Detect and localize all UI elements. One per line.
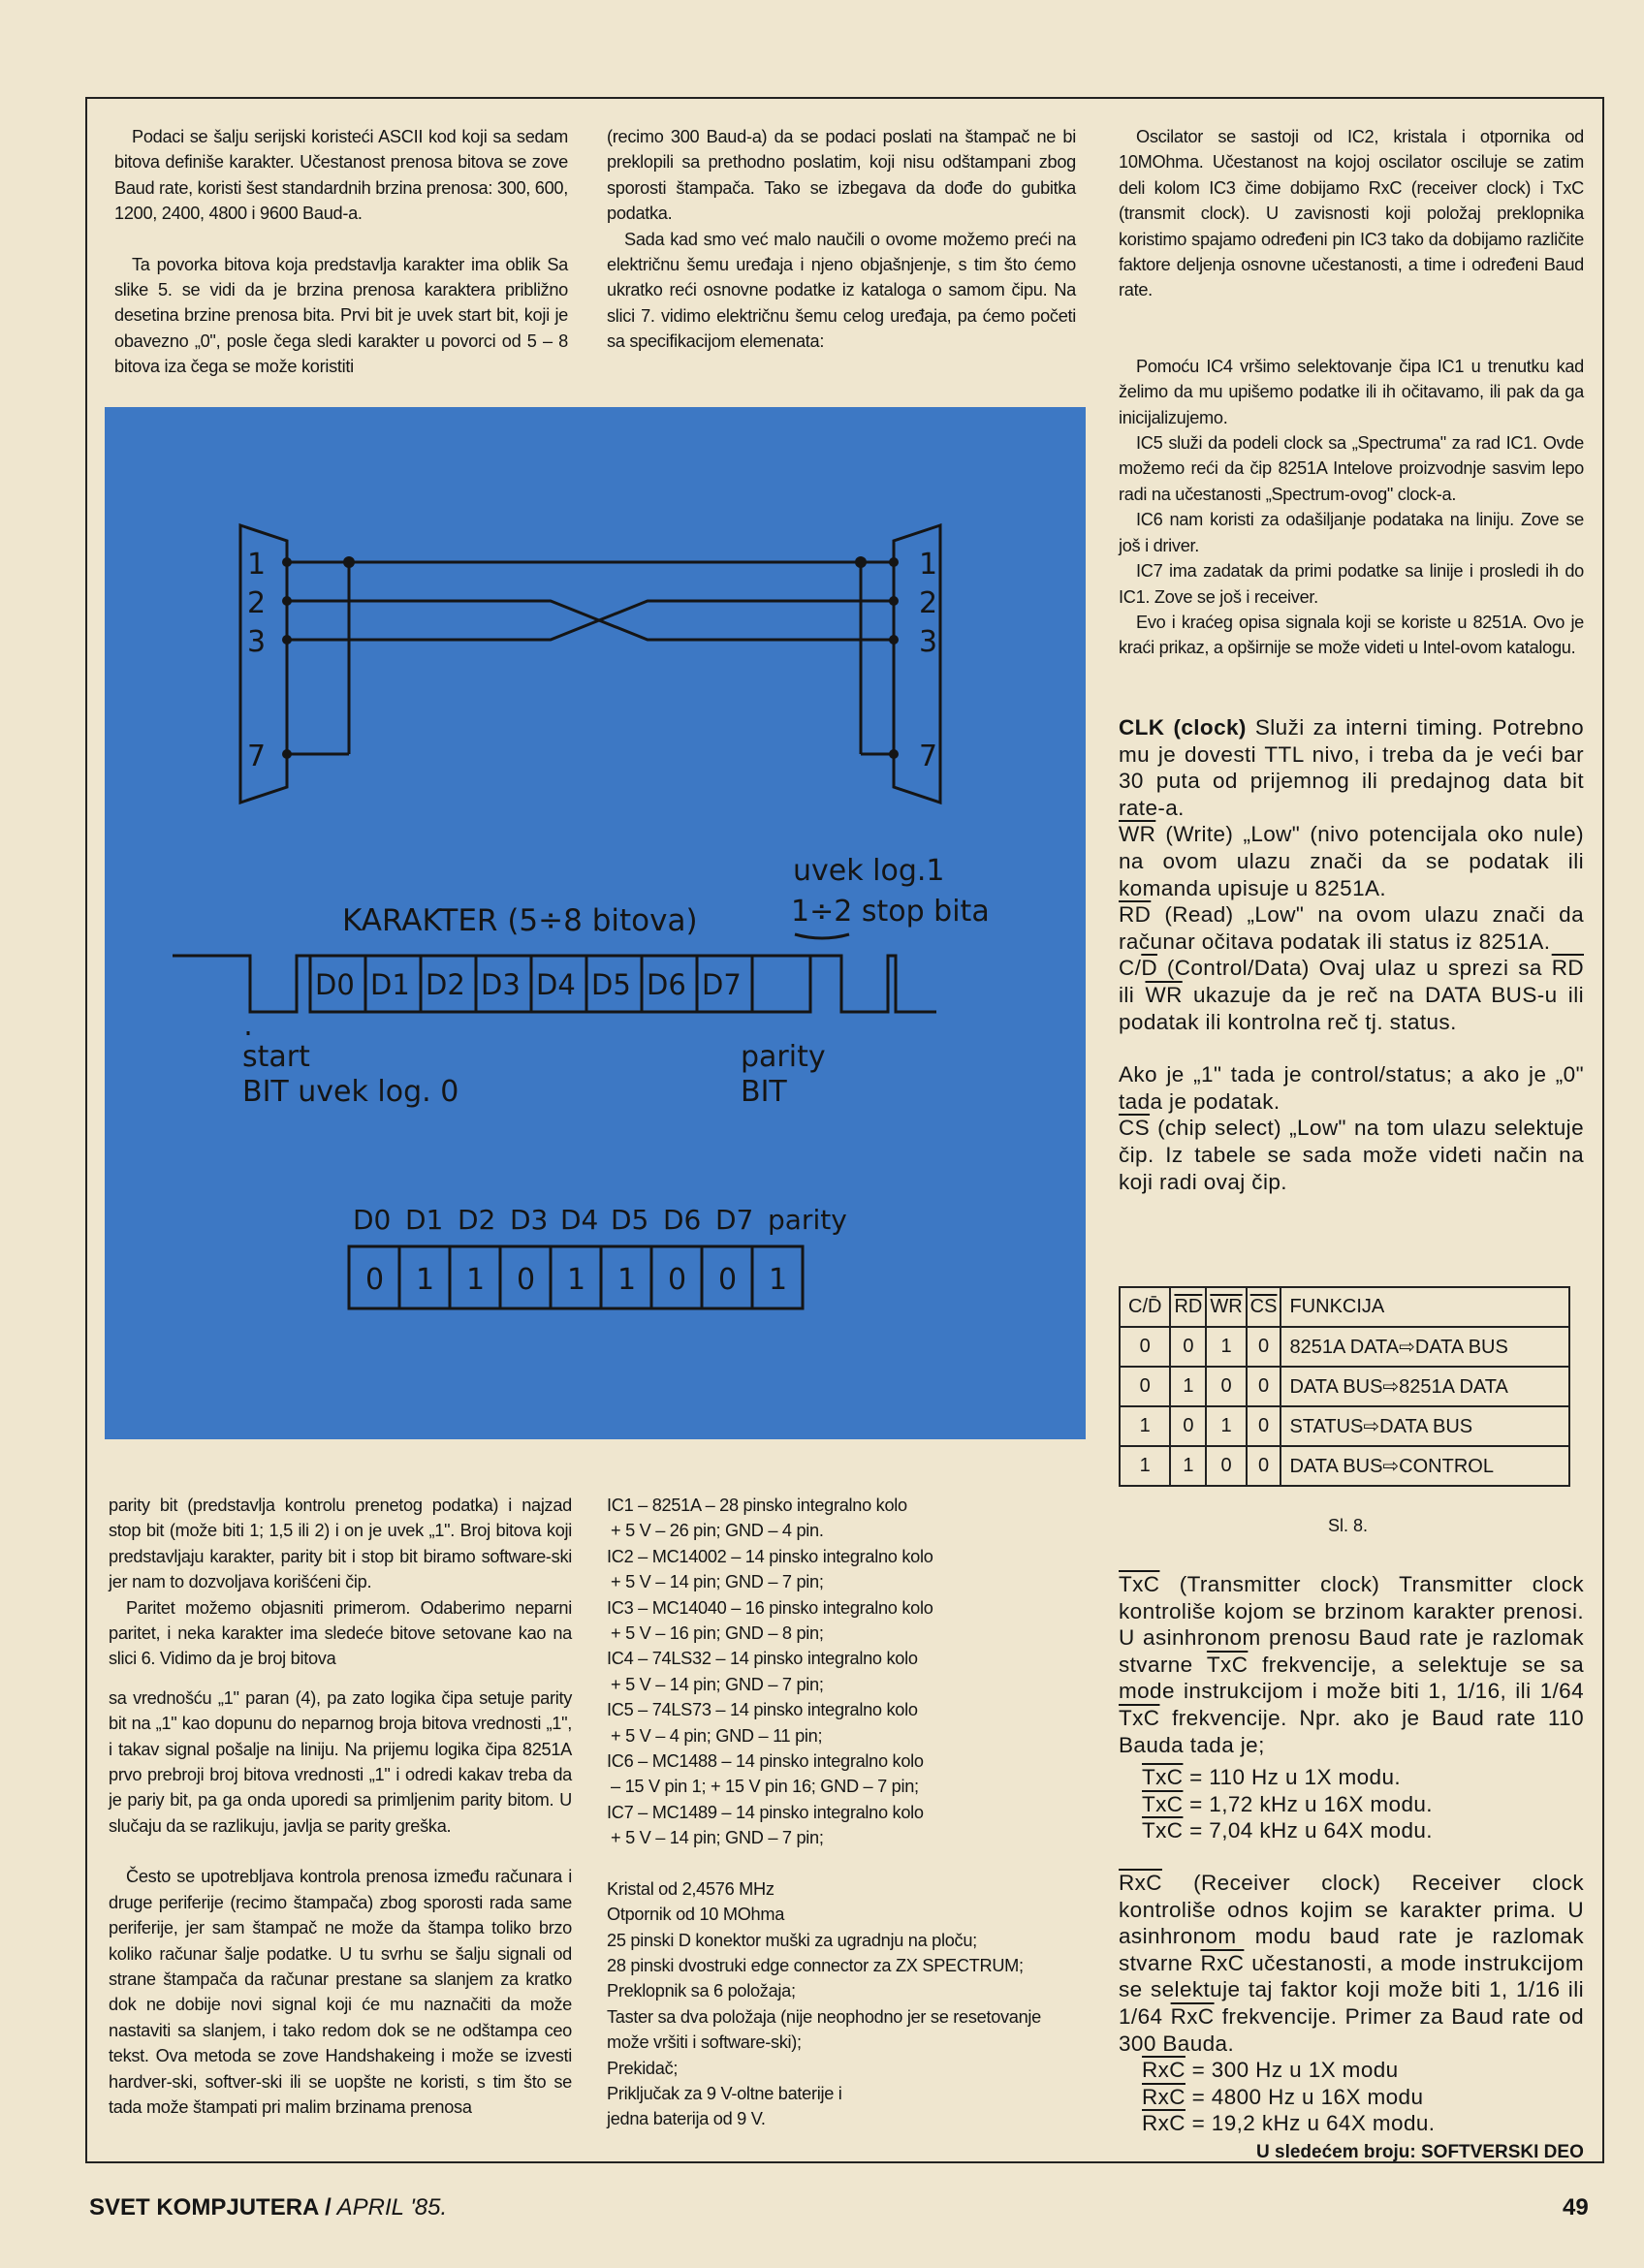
pin-label-right: 7 xyxy=(919,740,938,773)
clock-descriptions xyxy=(1119,1571,1584,2137)
paragraph: Ta povorka bitova koja predstavlja karakter ima oblik Sa slike 5. se vidi da je brzina prenosa karaktera približno desetina brzine prenosa bita. Prvi bit je uvek start bit, koji je obavezno „0", posle čega sledi karakter u povorci od 5 – 8 bitova iza čega se može koristiti xyxy=(114,254,568,377)
column-1-top xyxy=(114,124,568,380)
karakter-label: KARAKTER (5÷8 bitova) xyxy=(342,903,698,938)
column-2-top xyxy=(607,124,1076,355)
value-header-label: D2 xyxy=(458,1204,496,1236)
value-header-label: D5 xyxy=(611,1204,649,1236)
component-line: IC1 – 8251A – 28 pinsko integralno kolo xyxy=(607,1496,907,1515)
part-line: 25 pinski D konektor muški za ugradnju na ploču; xyxy=(607,1930,977,1950)
component-line: – 15 V pin 1; + 15 V pin 16; GND – 7 pin; xyxy=(611,1777,919,1797)
cs-symbol: $\overline{CS}$ xyxy=(1119,1116,1151,1141)
component-line: IC3 – MC14040 – 16 pinsko integralno kolo xyxy=(607,1597,933,1618)
bit-label: D6 xyxy=(647,968,686,1001)
table-caption: Sl. 8. xyxy=(1328,1516,1369,1535)
pin-dot xyxy=(282,557,292,567)
part-line: Kristal od 2,4576 MHz xyxy=(607,1878,775,1899)
bit-label: D7 xyxy=(702,968,742,1001)
value-header xyxy=(353,1204,847,1236)
wire-pin3 xyxy=(287,601,894,640)
value-header-label: D6 xyxy=(663,1204,702,1236)
value-boxes xyxy=(349,1246,803,1308)
paragraph: IC7 ima zadatak da primi podatke sa linije i prosledi ih do IC1. Zove se još i receiver. xyxy=(1119,561,1584,607)
part-line: Otpornik od 10 MOhma xyxy=(607,1905,785,1925)
bit-label: D1 xyxy=(370,968,410,1001)
txc-equation: $\overline{TxC} = 1,72$ kHz u 16X modu. xyxy=(1142,1791,1433,1816)
paragraph: IC5 služi da podeli clock sa „Spectruma" za rad IC1. Ovde možemo reći da čip 8251A Intelove proizvodnje sasvim lepo radi na učestanosti „Spectrum-ovog" clock-a. xyxy=(1119,433,1584,504)
pin-dot xyxy=(282,596,292,606)
paragraph: Paritet možemo objasniti primerom. Odaberimo neparni paritet, i neka karakter ima sledeće bitove setovane kao na slici 6. Vidimo da je broj bitova xyxy=(109,1597,572,1669)
pin-label-left: 3 xyxy=(247,625,267,659)
value-digit: 1 xyxy=(466,1263,486,1297)
table-row: 1 0 1 0 STATUS⇨DATA BUS xyxy=(1120,1406,1569,1446)
part-line: Priključak za 9 V-oltne baterije i xyxy=(607,2083,842,2103)
table-row: 0 1 0 0 DATA BUS⇨8251A DATA xyxy=(1120,1367,1569,1406)
pin-label-left: 7 xyxy=(247,740,267,773)
paragraph: sa vrednošću „1" paran (4), pa zato logika čipa setuje parity bit na „1" kao dopunu do neparnog broja bitova vrednosti „1", i takav signal pošalje na liniju. Na prijemu logika čipa 8251A prvo prebroji broj bitova vrednosti „1" i odredi kakav treba da je pariy bit, pa ga onda uporedi sa primljenim parity bitom. U slučaju da se razlikuju, javlja se parity greška. xyxy=(109,1687,572,1836)
bit-label: D0 xyxy=(315,968,355,1001)
pin-label-left: 1 xyxy=(247,548,267,582)
component-line: + 5 V – 14 pin; GND – 7 pin; xyxy=(611,1572,824,1592)
paragraph: (recimo 300 Baud-a) da se podaci poslati na štampač ne bi preklopili sa prethodno poslatim, koji nisu odštampani zbog sporosti štampača. Tako se izbegava da dođe do gubitka podatka. xyxy=(607,127,1076,224)
table-row: 0 0 1 0 8251A DATA⇨DATA BUS xyxy=(1120,1327,1569,1367)
part-line: 28 pinski dvostruki edge connector za ZX SPECTRUM; xyxy=(607,1955,1024,1975)
page-number: 49 xyxy=(1563,2194,1589,2221)
header-rd: $\overline{RD}$ xyxy=(1170,1287,1206,1327)
pin-dot xyxy=(889,596,899,606)
ako-paragraph: Ako je „1" tada je control/status; a ako je „0" tada je podatak. xyxy=(1119,1062,1584,1114)
paragraph: IC6 nam koristi za odašiljanje podataka na liniju. Zove se još i driver. xyxy=(1119,510,1584,555)
value-header-label: parity xyxy=(768,1204,847,1236)
bit-frame xyxy=(310,956,810,1012)
signal-descriptions xyxy=(1119,714,1584,1195)
value-digit: 1 xyxy=(416,1263,435,1297)
component-line: IC6 – MC1488 – 14 pinsko integralno kolo xyxy=(607,1751,924,1772)
column-2-bottom xyxy=(607,1493,1078,2132)
bit-label: D2 xyxy=(426,968,465,1001)
txc-equation: $\overline{TxC} = 110$ Hz u 1X modu. xyxy=(1142,1765,1402,1790)
diagram-svg xyxy=(105,407,1086,1439)
component-line: + 5 V – 14 pin; GND – 7 pin; xyxy=(611,1674,824,1694)
column-3-top xyxy=(1119,124,1584,661)
rxc-equation: $\overline{RxC} = 300$ Hz u 1X modu xyxy=(1142,2058,1399,2083)
pin-dot xyxy=(889,749,899,759)
value-header-label: D4 xyxy=(560,1204,599,1236)
rxc-equation: $\overline{RxC} = 19,2$ kHz u 64X modu. xyxy=(1142,2111,1436,2136)
txc-equation: $\overline{TxC} = 7,04$ kHz u 64X modu. xyxy=(1142,1818,1433,1843)
table-row: 1 1 0 0 DATA BUS⇨CONTROL xyxy=(1120,1446,1569,1486)
part-line: Taster sa dva položaja (nije neophodno jer se resetovanje može vršiti i software-ski); xyxy=(607,2006,1041,2053)
header-cs: $\overline{CS}$ xyxy=(1247,1287,1281,1327)
wr-symbol: $\overline{WR}$ xyxy=(1119,822,1156,847)
pin-dot xyxy=(282,635,292,645)
part-line: Preklopnik sa 6 položaja; xyxy=(607,1981,796,2001)
component-line: IC2 – MC14002 – 14 pinsko integralno kolo xyxy=(607,1546,933,1566)
next-issue-note: U sledećem broju: SOFTVERSKI DEO xyxy=(1256,2142,1584,2162)
parity-cell xyxy=(752,956,810,1012)
header-funkcija: FUNKCIJA xyxy=(1280,1287,1569,1327)
bit-label: D4 xyxy=(536,968,576,1001)
function-table xyxy=(1119,1286,1570,1487)
paragraph: Pomoću IC4 vršimo selektovanje čipa IC1 u trenutku kad želimo da mu upišemo podatke ili ih očitavamo, ili pak da ga inicijalizujemo. xyxy=(1119,356,1584,427)
stop-label: 1÷2 stop bita xyxy=(791,895,990,929)
component-line: + 5 V – 14 pin; GND – 7 pin; xyxy=(611,1828,824,1848)
parity-bit-label: BIT xyxy=(741,1075,787,1109)
pin-dot xyxy=(282,749,292,759)
paragraph: Evo i kraćeg opisa signala koji se koriste u 8251A. Ovo je kraći prikaz, a opširnije se može videti u Intel-ovom katalogu. xyxy=(1119,612,1584,658)
pin-dot xyxy=(889,557,899,567)
pin-label-right: 2 xyxy=(919,586,938,620)
pin-dot xyxy=(889,635,899,645)
value-digit: 0 xyxy=(668,1263,687,1297)
paragraph: Često se upotrebljava kontrola prenosa između računara i druge periferije (recimo štampača) zbog sporosti rada same periferije, jer sam štampač ne može da štampa toliko brzo koliko računar šalje podatke. U tu svrhu se šalju signali od strane štampača da računar prestane sa slanjem za kratko dok ne dobije novi signal koji će mu naznačiti da može nastaviti sa slanjem, i tako redom dok se ne odštampa ceo tekst. Ova metoda se zove Handshakeing i može se izvesti hardver-ski, softver-ski ili se uopšte ne koristi, s tim što se tada može štampati pri malim brzinama prenosa xyxy=(109,1867,572,2117)
start-bit-label: BIT uvek log. 0 xyxy=(242,1075,459,1109)
junction-dot xyxy=(343,556,355,568)
column-1-bottom xyxy=(109,1493,572,2120)
paragraph: parity bit (predstavlja kontrolu prenetog podatka) i najzad stop bit (može biti 1; 1,5 ili 2) i on je uvek „1". Broj bitova koji predstavljaju karakter, parity bit i stop bit biramo software-ski jer nam to dozvoljava korišćeni čip. xyxy=(109,1496,572,1592)
rxc-description: $\overline{RxC}$ (Receiver clock) Receiver clock kontroliše odnos kojim se karakter prima. U asinhronom modu baud rate je razlomak stvarne $\overline{RxC}$ učestanosti, a mode instrukcijom se selektuje taj faktor koji može biti 1, 1/16 ili 1/64 $\overline{RxC}$ frekvencije. Primer za Baud rate od 300 Bauda. xyxy=(1119,1870,1584,2056)
component-line: IC4 – 74LS32 – 14 pinsko integralno kolo xyxy=(607,1649,918,1669)
diagram-panel xyxy=(105,407,1086,1439)
start-label: start xyxy=(242,1040,310,1074)
junction-dot xyxy=(855,556,867,568)
clk-description: CLK (clock) Služi za interni timing. Potrebno mu je dovesti TTL nivo, i treba da je veći bar 30 puta od prijemnog ili predajnog data bit rate-a. xyxy=(1119,715,1584,820)
rxc-equation: $\overline{RxC} = 4800$ Hz u 16X modu xyxy=(1142,2084,1424,2109)
wr-description: $\overline{WR}$ (Write) „Low" (nivo potencijala oko nule) na ovom ulazu znači da se podatak ili komanda upisuje u 8251A. xyxy=(1119,822,1584,900)
value-header-label: D3 xyxy=(510,1204,549,1236)
clk-heading: CLK (clock) xyxy=(1119,715,1247,740)
paragraph: Podaci se šalju serijski koristeći ASCII kod koji sa sedam bitova definiše karakter. Učestanost prenosa bitova se zove Baud rate, koristi šest standardnih brzina prenosa: 300, 600, 1200, 2400, 4800 i 9600 Baud-a. xyxy=(114,127,569,224)
paragraph: Oscilator se sastoji od IC2, kristala i otpornika od 10MOhma. Učestanost na kojoj oscilator osciluje se zatim deli kolom IC3 čime dobijamo RxC (receiver clock) i TxC (transmit clock). U zavisnosti koji položaj preklopnika koristimo spajamo određeni pin IC3 tako da dobijamo različite faktore deljenja osnovne učestanosti, a time i određeni Baud rate. xyxy=(1119,127,1584,300)
value-header-label: D7 xyxy=(715,1204,754,1236)
wire-pin2 xyxy=(287,601,894,640)
pin-label-left: 2 xyxy=(247,586,267,620)
value-digit: 0 xyxy=(718,1263,738,1297)
bit-label: D5 xyxy=(591,968,631,1001)
component-line: + 5 V – 4 pin; GND – 11 pin; xyxy=(611,1725,823,1746)
header-wr: $\overline{WR}$ xyxy=(1206,1287,1246,1327)
bit-label: D3 xyxy=(481,968,521,1001)
paragraph: Sada kad smo već malo naučili o ovome možemo preći na električnu šemu uređaja i njeno objašnjenje, s tim što ćemo ukratko reći osnovne podatke iz kataloga o samom čipu. Na slici 7. vidimo električnu šemu celog uređaja, pa ćemo početi sa specifikacijom elemenata: xyxy=(607,229,1076,352)
header-cd: C/D̄ xyxy=(1120,1287,1170,1327)
part-line: Prekidač; xyxy=(607,2058,679,2078)
value-digit: 1 xyxy=(617,1263,637,1297)
pin-label-right: 1 xyxy=(919,548,938,582)
value-digit: 0 xyxy=(365,1263,385,1297)
value-digit: 0 xyxy=(517,1263,536,1297)
stop-brace xyxy=(795,934,849,938)
component-line: IC5 – 74LS73 – 14 pinsko integralno kolo xyxy=(607,1700,918,1720)
value-digit: 1 xyxy=(567,1263,586,1297)
part-line: jedna baterija od 9 V. xyxy=(607,2109,766,2129)
parity-label: parity xyxy=(741,1040,826,1074)
value-header-label: D1 xyxy=(405,1204,444,1236)
pin-label-right: 3 xyxy=(919,625,938,659)
txc-description: $\overline{TxC}$ (Transmitter clock) Transmitter clock kontroliše kojom se brzinom karakter prenosi. U asinhronom prenosu Baud rate je razlomak stvarne $\overline{TxC}$ frekvencije, a selektuje se sa mode instrukcijom i može biti 1, 1/16, ili 1/64 $\overline{TxC}$ frekvencije. Npr. ako je Baud rate 110 Bauda tada je; xyxy=(1119,1572,1584,1757)
rd-description: $\overline{RD}$ (Read) „Low" na ovom ulazu znači da računar očitava podatak ili status iz 8251A. xyxy=(1119,902,1584,954)
footer-magazine: SVET KOMPJUTERA / APRIL '85. xyxy=(89,2194,448,2221)
table-header-row xyxy=(1120,1287,1569,1327)
component-line: + 5 V – 26 pin; GND – 4 pin. xyxy=(611,1521,824,1541)
value-header-label: D0 xyxy=(353,1204,392,1236)
rd-symbol: $\overline{RD}$ xyxy=(1119,902,1152,928)
component-line: + 5 V – 16 pin; GND – 8 pin; xyxy=(611,1623,824,1644)
cs-description: $\overline{CS}$ (chip select) „Low" na tom ulazu selektuje čip. Iz tabele se sada može videti način na koji radi ovaj čip. xyxy=(1119,1116,1584,1194)
uvek-label: uvek log.1 xyxy=(793,854,945,888)
component-line: IC7 – MC1489 – 14 pinsko integralno kolo xyxy=(607,1802,924,1822)
cd-description: $C/\overline{D}$ (Control/Data) Ovaj ulaz u sprezi sa $\overline{RD}$ ili $\overline{WR}$ ukazuje da je reč na DATA BUS-u ili podatak ili kontrolna reč tj. status. xyxy=(1119,956,1584,1034)
value-digit: 1 xyxy=(769,1263,788,1297)
